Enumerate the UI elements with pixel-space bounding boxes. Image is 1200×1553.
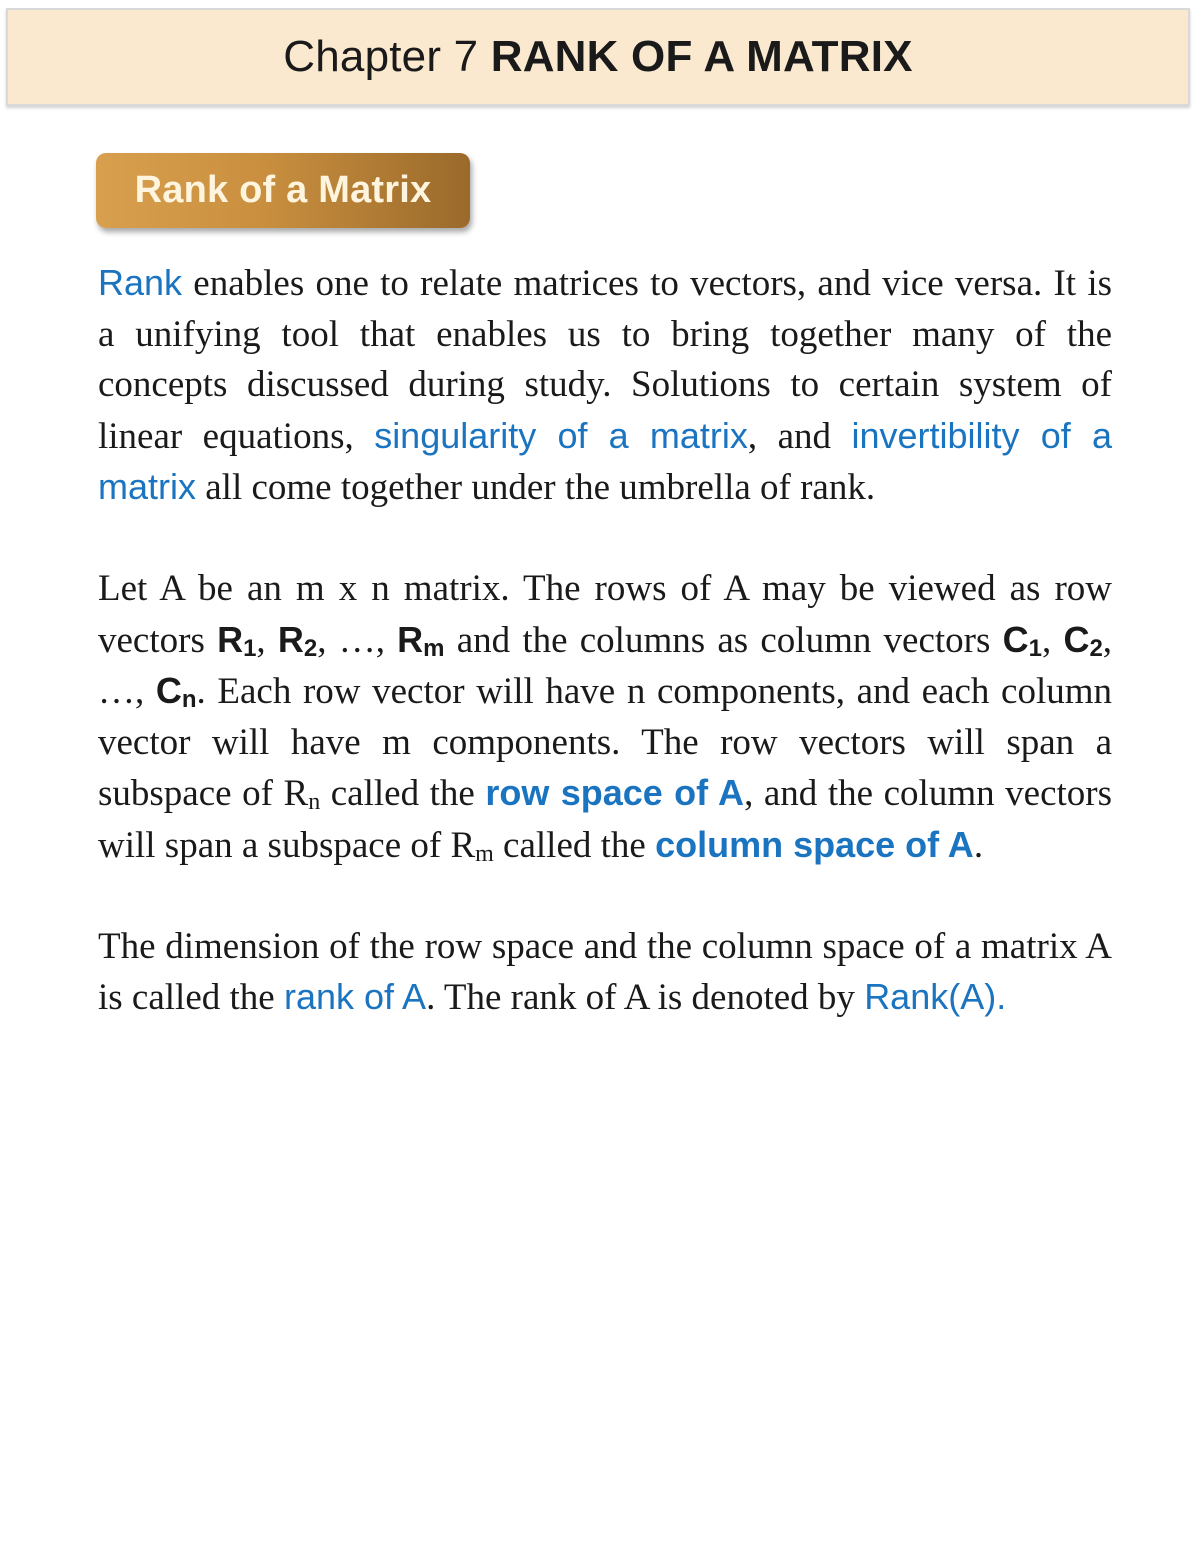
paragraph-text: . The rank of A is denoted by	[426, 977, 865, 1019]
space-rm-subscript: m	[475, 840, 494, 867]
vector-cn: Cn	[155, 670, 197, 714]
paragraph-text: Let A be an m x n matrix. The rows of A may be viewed as row vectors	[98, 567, 1112, 661]
space-rn-subscript: n	[308, 789, 321, 816]
vector-r1: R1	[217, 618, 257, 662]
paragraph-rank-intro	[98, 258, 1112, 514]
term-rank: Rank	[98, 262, 183, 303]
term-rank-of-a: rank of A	[283, 976, 427, 1018]
vector-r2: R2	[277, 618, 318, 662]
ellipsis: , …,	[98, 619, 1113, 713]
chapter-number: Chapter 7	[283, 32, 479, 81]
section-heading-badge	[96, 153, 470, 228]
chapter-header	[6, 8, 1190, 106]
paragraph-rank-definition	[98, 922, 1112, 1024]
paragraph-text: enables one to relate matrices to vectors, and vice versa. It is a unifying tool that enables us to bring together many of the concepts discussed during study. Solutions to certain system of linear equations,	[98, 263, 1112, 457]
paragraph-text: , and	[747, 415, 852, 457]
ellipsis: , …,	[317, 619, 398, 661]
main-content	[98, 258, 1112, 1074]
chapter-name: RANK OF A MATRIX	[490, 32, 913, 81]
section-heading-label: Rank of a Matrix	[134, 169, 432, 211]
vector-rm: Rm	[397, 618, 445, 662]
vector-c2: C2	[1063, 618, 1103, 662]
paragraph-text: . Each row vector will have n components, and each column vector will have m components. The row vectors will span a subspace of R	[98, 671, 1113, 815]
separator: ,	[1041, 619, 1064, 661]
paragraph-text: , and the column vectors will span a subspace of R	[98, 773, 1112, 866]
chapter-title	[283, 32, 912, 82]
term-column-space: column space of A	[655, 823, 974, 865]
vector-c1: C1	[1002, 618, 1042, 662]
term-singularity: singularity of a matrix	[374, 414, 748, 456]
separator: ,	[256, 619, 278, 661]
paragraph-text: called the	[320, 773, 486, 815]
paragraph-text: .	[973, 824, 984, 866]
paragraph-text: all come together under the umbrella of rank.	[196, 467, 876, 509]
paragraph-text: The dimension of the row space and the column space of a matrix A is called the	[98, 925, 1112, 1019]
paragraph-text: called the	[493, 824, 656, 866]
term-invertibility: invertibility of a matrix	[98, 414, 1112, 508]
term-rank-notation: Rank(A).	[864, 976, 1007, 1018]
paragraph-text: and the columns as column vectors	[444, 619, 1003, 661]
term-row-space: row space of A	[485, 772, 745, 814]
paragraph-row-column-space	[98, 564, 1112, 872]
